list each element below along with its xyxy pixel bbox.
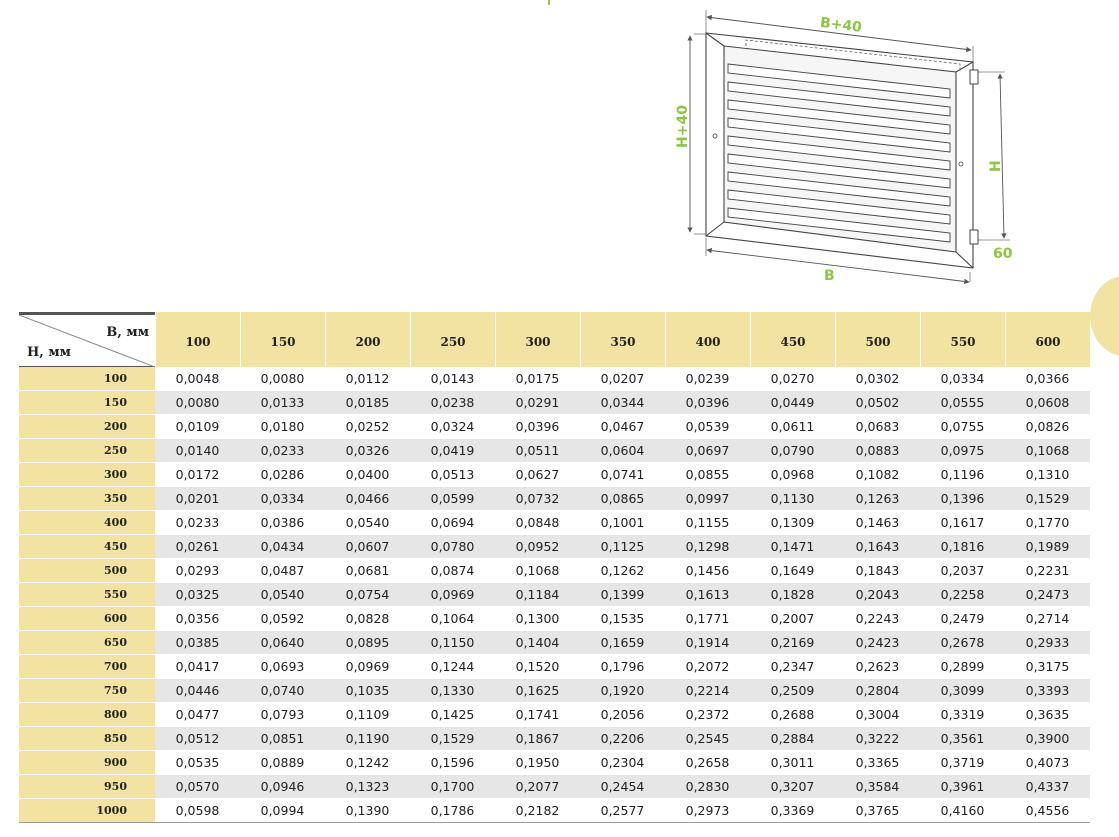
table-cell: 0,0419 — [410, 439, 495, 463]
table-cell: 0,0741 — [580, 463, 665, 487]
table-cell: 0,0889 — [240, 751, 325, 775]
column-header-label: 550 — [950, 334, 976, 349]
table-cell: 0,0828 — [325, 607, 410, 631]
table-cell: 0,3207 — [750, 775, 835, 799]
table-cell: 0,0270 — [750, 367, 835, 391]
table-cell: 0,2077 — [495, 775, 580, 799]
table-cell: 0,1330 — [410, 679, 495, 703]
table-cell: 0,0855 — [665, 463, 750, 487]
table-cell: 0,2372 — [665, 703, 750, 727]
row-header-h: 100 — [19, 367, 155, 391]
table-cell: 0,2714 — [1005, 607, 1090, 631]
table-cell: 0,0502 — [835, 391, 920, 415]
table-cell: 0,0969 — [410, 583, 495, 607]
table-cell: 0,2623 — [835, 655, 920, 679]
table-cell: 0,0540 — [325, 511, 410, 535]
table-cell: 0,1262 — [580, 559, 665, 583]
table-row — [19, 487, 1090, 511]
table-cell: 0,0434 — [240, 535, 325, 559]
table-cell: 0,0344 — [580, 391, 665, 415]
table-cell: 0,0417 — [155, 655, 240, 679]
dim-label-depth: 60 — [993, 246, 1013, 262]
table-cell: 0,0627 — [495, 463, 580, 487]
table-cell: 0,0694 — [410, 511, 495, 535]
table-cell: 0,0607 — [325, 535, 410, 559]
table-cell: 0,1082 — [835, 463, 920, 487]
table-row — [19, 679, 1090, 703]
table-row — [19, 535, 1090, 559]
table-cell: 0,1396 — [920, 487, 1005, 511]
table-cell: 0,2007 — [750, 607, 835, 631]
table-row — [19, 775, 1090, 799]
row-header-h: 600 — [19, 607, 155, 631]
table-cell: 0,3011 — [750, 751, 835, 775]
table-cell: 0,1520 — [495, 655, 580, 679]
column-header-label: 150 — [270, 334, 296, 349]
table-cell: 0,2577 — [580, 799, 665, 823]
table-cell: 0,0975 — [920, 439, 1005, 463]
table-cell: 0,1914 — [665, 631, 750, 655]
table-cell: 0,1001 — [580, 511, 665, 535]
table-cell: 0,1425 — [410, 703, 495, 727]
table-cell: 0,4160 — [920, 799, 1005, 823]
table-cell: 0,0851 — [240, 727, 325, 751]
table-cell: 0,0325 — [155, 583, 240, 607]
table-cell: 0,0539 — [665, 415, 750, 439]
table-cell: 0,0826 — [1005, 415, 1090, 439]
table-row — [19, 799, 1090, 823]
corner-label-width: B, мм — [106, 325, 149, 340]
table-row — [19, 415, 1090, 439]
table-row — [19, 463, 1090, 487]
table-cell: 0,0883 — [835, 439, 920, 463]
table-cell: 0,3584 — [835, 775, 920, 799]
table-cell: 0,0239 — [665, 367, 750, 391]
table-cell: 0,0112 — [325, 367, 410, 391]
table-cell: 0,2688 — [750, 703, 835, 727]
table-cell: 0,0968 — [750, 463, 835, 487]
table-cell: 0,0172 — [155, 463, 240, 487]
table-cell: 0,0201 — [155, 487, 240, 511]
column-header-b-450 — [750, 312, 835, 367]
table-cell: 0,2347 — [750, 655, 835, 679]
table-cell: 0,2258 — [920, 583, 1005, 607]
column-header-label: 100 — [185, 334, 211, 349]
table-cell: 0,0511 — [495, 439, 580, 463]
table-cell: 0,1298 — [665, 535, 750, 559]
table-cell: 0,0143 — [410, 367, 495, 391]
table-cell: 0,0207 — [580, 367, 665, 391]
column-header-b-550 — [920, 312, 1005, 367]
dim-label-b-plus: B+40 — [819, 14, 863, 36]
table-cell: 0,4073 — [1005, 751, 1090, 775]
table-cell: 0,3393 — [1005, 679, 1090, 703]
table-cell: 0,1323 — [325, 775, 410, 799]
table-cell: 0,2304 — [580, 751, 665, 775]
row-header-h: 900 — [19, 751, 155, 775]
table-cell: 0,0697 — [665, 439, 750, 463]
table-cell: 0,2182 — [495, 799, 580, 823]
table-row — [19, 391, 1090, 415]
table-cell: 0,1263 — [835, 487, 920, 511]
row-header-h: 700 — [19, 655, 155, 679]
table-cell: 0,0952 — [495, 535, 580, 559]
table-row — [19, 583, 1090, 607]
row-header-h: 500 — [19, 559, 155, 583]
column-header-b-200 — [325, 312, 410, 367]
table-cell: 0,0302 — [835, 367, 920, 391]
table-cell: 0,1529 — [1005, 487, 1090, 511]
row-header-h: 450 — [19, 535, 155, 559]
table-cell: 0,0252 — [325, 415, 410, 439]
table-cell: 0,0385 — [155, 631, 240, 655]
table-row — [19, 511, 1090, 535]
table-cell: 0,1035 — [325, 679, 410, 703]
table-cell: 0,0048 — [155, 367, 240, 391]
table-cell: 0,0286 — [240, 463, 325, 487]
table-cell: 0,0570 — [155, 775, 240, 799]
table-corner-header — [19, 312, 155, 367]
table-cell: 0,1700 — [410, 775, 495, 799]
table-cell: 0,2423 — [835, 631, 920, 655]
table-cell: 0,0608 — [1005, 391, 1090, 415]
row-header-h: 1000 — [19, 799, 155, 823]
table-cell: 0,1596 — [410, 751, 495, 775]
row-header-h: 650 — [19, 631, 155, 655]
table-cell: 0,1770 — [1005, 511, 1090, 535]
table-cell: 0,0400 — [325, 463, 410, 487]
row-header-h: 150 — [19, 391, 155, 415]
table-cell: 0,0513 — [410, 463, 495, 487]
table-cell: 0,1828 — [750, 583, 835, 607]
table-cell: 0,1471 — [750, 535, 835, 559]
table-cell: 0,3369 — [750, 799, 835, 823]
table-cell: 0,1796 — [580, 655, 665, 679]
table-cell: 0,1989 — [1005, 535, 1090, 559]
table-cell: 0,0740 — [240, 679, 325, 703]
table-cell: 0,2243 — [835, 607, 920, 631]
dim-line-h — [1000, 74, 1004, 238]
row-header-h: 550 — [19, 583, 155, 607]
table-cell: 0,0396 — [495, 415, 580, 439]
table-cell: 0,3961 — [920, 775, 1005, 799]
column-header-b-500 — [835, 312, 920, 367]
table-cell: 0,0780 — [410, 535, 495, 559]
table-cell: 0,3561 — [920, 727, 1005, 751]
table-cell: 0,1649 — [750, 559, 835, 583]
row-header-h: 750 — [19, 679, 155, 703]
table-cell: 0,0291 — [495, 391, 580, 415]
table-cell: 0,1300 — [495, 607, 580, 631]
table-cell: 0,1068 — [495, 559, 580, 583]
table-cell: 0,3175 — [1005, 655, 1090, 679]
column-header-b-350 — [580, 312, 665, 367]
table-cell: 0,0611 — [750, 415, 835, 439]
column-header-b-600 — [1005, 312, 1090, 367]
table-cell: 0,1456 — [665, 559, 750, 583]
table-cell: 0,1617 — [920, 511, 1005, 535]
table-cell: 0,1741 — [495, 703, 580, 727]
side-tab-decoration — [1090, 276, 1119, 356]
table-cell: 0,0334 — [920, 367, 1005, 391]
table-cell: 0,2933 — [1005, 631, 1090, 655]
table-cell: 0,0366 — [1005, 367, 1090, 391]
table-cell: 0,0293 — [155, 559, 240, 583]
table-cell: 0,2214 — [665, 679, 750, 703]
table-cell: 0,0598 — [155, 799, 240, 823]
table-cell: 0,0793 — [240, 703, 325, 727]
table-cell: 0,3319 — [920, 703, 1005, 727]
table-cell: 0,0326 — [325, 439, 410, 463]
table-cell: 0,0487 — [240, 559, 325, 583]
table-cell: 0,1843 — [835, 559, 920, 583]
table-cell: 0,1242 — [325, 751, 410, 775]
table-cell: 0,1643 — [835, 535, 920, 559]
table-cell: 0,1816 — [920, 535, 1005, 559]
table-cell: 0,2206 — [580, 727, 665, 751]
table-row — [19, 607, 1090, 631]
table-cell: 0,0133 — [240, 391, 325, 415]
table-cell: 0,1867 — [495, 727, 580, 751]
table-cell: 0,0324 — [410, 415, 495, 439]
table-cell: 0,0175 — [495, 367, 580, 391]
table-cell: 0,0592 — [240, 607, 325, 631]
table-cell: 0,0356 — [155, 607, 240, 631]
table-cell: 0,2473 — [1005, 583, 1090, 607]
table-cell: 0,0790 — [750, 439, 835, 463]
table-cell: 0,3365 — [835, 751, 920, 775]
row-header-h: 200 — [19, 415, 155, 439]
table-cell: 0,1613 — [665, 583, 750, 607]
table-cell: 0,0604 — [580, 439, 665, 463]
row-header-h: 350 — [19, 487, 155, 511]
table-cell: 0,0396 — [665, 391, 750, 415]
table-cell: 0,2056 — [580, 703, 665, 727]
table-cell: 0,3635 — [1005, 703, 1090, 727]
table-cell: 0,1310 — [1005, 463, 1090, 487]
grille-diagram — [660, 0, 1040, 290]
column-header-b-300 — [495, 312, 580, 367]
column-header-label: 600 — [1035, 334, 1061, 349]
column-header-label: 250 — [440, 334, 466, 349]
table-cell: 0,4556 — [1005, 799, 1090, 823]
table-cell: 0,0140 — [155, 439, 240, 463]
table-cell: 0,2043 — [835, 583, 920, 607]
row-header-h: 250 — [19, 439, 155, 463]
table-cell: 0,0994 — [240, 799, 325, 823]
table-cell: 0,2830 — [665, 775, 750, 799]
table-cell: 0,0599 — [410, 487, 495, 511]
table-row — [19, 631, 1090, 655]
table-cell: 0,0693 — [240, 655, 325, 679]
table-cell: 0,1404 — [495, 631, 580, 655]
dim-label-b: B — [824, 268, 835, 284]
table-cell: 0,1529 — [410, 727, 495, 751]
table-cell: 0,0754 — [325, 583, 410, 607]
table-cell: 0,1196 — [920, 463, 1005, 487]
table-cell: 0,0334 — [240, 487, 325, 511]
table-cell: 0,1659 — [580, 631, 665, 655]
table-cell: 0,2545 — [665, 727, 750, 751]
column-header-label: 400 — [695, 334, 721, 349]
table-cell: 0,2899 — [920, 655, 1005, 679]
table-cell: 0,1184 — [495, 583, 580, 607]
table-cell: 0,3222 — [835, 727, 920, 751]
table-cell: 0,1064 — [410, 607, 495, 631]
table-cell: 0,2037 — [920, 559, 1005, 583]
table-cell: 0,1244 — [410, 655, 495, 679]
table-cell: 0,0238 — [410, 391, 495, 415]
table-cell: 0,1950 — [495, 751, 580, 775]
table-cell: 0,0874 — [410, 559, 495, 583]
table-cell: 0,3900 — [1005, 727, 1090, 751]
table-cell: 0,2804 — [835, 679, 920, 703]
table-cell: 0,2973 — [665, 799, 750, 823]
table-cell: 0,0449 — [750, 391, 835, 415]
table-cell: 0,0865 — [580, 487, 665, 511]
table-cell: 0,4337 — [1005, 775, 1090, 799]
table-cell: 0,0681 — [325, 559, 410, 583]
table-cell: 0,0261 — [155, 535, 240, 559]
table-cell: 0,0467 — [580, 415, 665, 439]
table-cell: 0,1190 — [325, 727, 410, 751]
table-cell: 0,0848 — [495, 511, 580, 535]
table-cell: 0,0180 — [240, 415, 325, 439]
table-cell: 0,0732 — [495, 487, 580, 511]
table-cell: 0,0640 — [240, 631, 325, 655]
table-row — [19, 559, 1090, 583]
table-cell: 0,2678 — [920, 631, 1005, 655]
row-header-h: 300 — [19, 463, 155, 487]
column-header-label: 450 — [780, 334, 806, 349]
table-cell: 0,2231 — [1005, 559, 1090, 583]
table-cell: 0,1535 — [580, 607, 665, 631]
table-row — [19, 655, 1090, 679]
table-cell: 0,0446 — [155, 679, 240, 703]
table-cell: 0,1109 — [325, 703, 410, 727]
table-cell: 0,0185 — [325, 391, 410, 415]
table-cell: 0,1786 — [410, 799, 495, 823]
table-row — [19, 703, 1090, 727]
row-header-h: 800 — [19, 703, 155, 727]
table-cell: 0,2454 — [580, 775, 665, 799]
table-cell: 0,0080 — [240, 367, 325, 391]
column-header-b-150 — [240, 312, 325, 367]
table-cell: 0,0109 — [155, 415, 240, 439]
table-cell: 0,1390 — [325, 799, 410, 823]
column-header-b-100 — [155, 312, 240, 367]
table-row — [19, 727, 1090, 751]
table-cell: 0,2658 — [665, 751, 750, 775]
row-header-h: 850 — [19, 727, 155, 751]
column-header-label: 200 — [355, 334, 381, 349]
table-cell: 0,1463 — [835, 511, 920, 535]
table-cell: 0,2072 — [665, 655, 750, 679]
table-cell: 0,0969 — [325, 655, 410, 679]
capacity-table — [19, 312, 1090, 823]
row-header-h: 400 — [19, 511, 155, 535]
table-cell: 0,3004 — [835, 703, 920, 727]
table-cell: 0,1155 — [665, 511, 750, 535]
column-header-b-400 — [665, 312, 750, 367]
dim-label-h-plus: H+40 — [675, 105, 691, 148]
table-row — [19, 367, 1090, 391]
table-cell: 0,1920 — [580, 679, 665, 703]
table-cell: 0,1068 — [1005, 439, 1090, 463]
table-cell: 0,0555 — [920, 391, 1005, 415]
column-header-label: 300 — [525, 334, 551, 349]
dim-label-h: H — [988, 160, 1004, 172]
table-cell: 0,2509 — [750, 679, 835, 703]
table-cell: 0,1625 — [495, 679, 580, 703]
column-header-label: 350 — [610, 334, 636, 349]
table-cell: 0,0895 — [325, 631, 410, 655]
table-cell: 0,0755 — [920, 415, 1005, 439]
table-cell: 0,2169 — [750, 631, 835, 655]
column-header-b-250 — [410, 312, 495, 367]
table-row — [19, 751, 1090, 775]
table-cell: 0,0512 — [155, 727, 240, 751]
table-cell: 0,0540 — [240, 583, 325, 607]
table-cell: 0,1125 — [580, 535, 665, 559]
table-cell: 0,1309 — [750, 511, 835, 535]
table-cell: 0,2479 — [920, 607, 1005, 631]
table-cell: 0,3765 — [835, 799, 920, 823]
table-cell: 0,1399 — [580, 583, 665, 607]
table-cell: 0,3099 — [920, 679, 1005, 703]
table-cell: 0,0946 — [240, 775, 325, 799]
table-cell: 0,0683 — [835, 415, 920, 439]
table-cell: 0,0466 — [325, 487, 410, 511]
decorative-mark — [548, 0, 550, 5]
table-cell: 0,0477 — [155, 703, 240, 727]
table-cell: 0,1130 — [750, 487, 835, 511]
table-cell: 0,1771 — [665, 607, 750, 631]
table-cell: 0,3719 — [920, 751, 1005, 775]
table-cell: 0,1150 — [410, 631, 495, 655]
table-cell: 0,0233 — [155, 511, 240, 535]
corner-label-height: H, мм — [27, 345, 71, 360]
table-cell: 0,2884 — [750, 727, 835, 751]
table-cell: 0,0386 — [240, 511, 325, 535]
table-row — [19, 439, 1090, 463]
table-cell: 0,0233 — [240, 439, 325, 463]
column-header-label: 500 — [865, 334, 891, 349]
table-cell: 0,0080 — [155, 391, 240, 415]
row-header-h: 950 — [19, 775, 155, 799]
table-cell: 0,0997 — [665, 487, 750, 511]
table-cell: 0,0535 — [155, 751, 240, 775]
